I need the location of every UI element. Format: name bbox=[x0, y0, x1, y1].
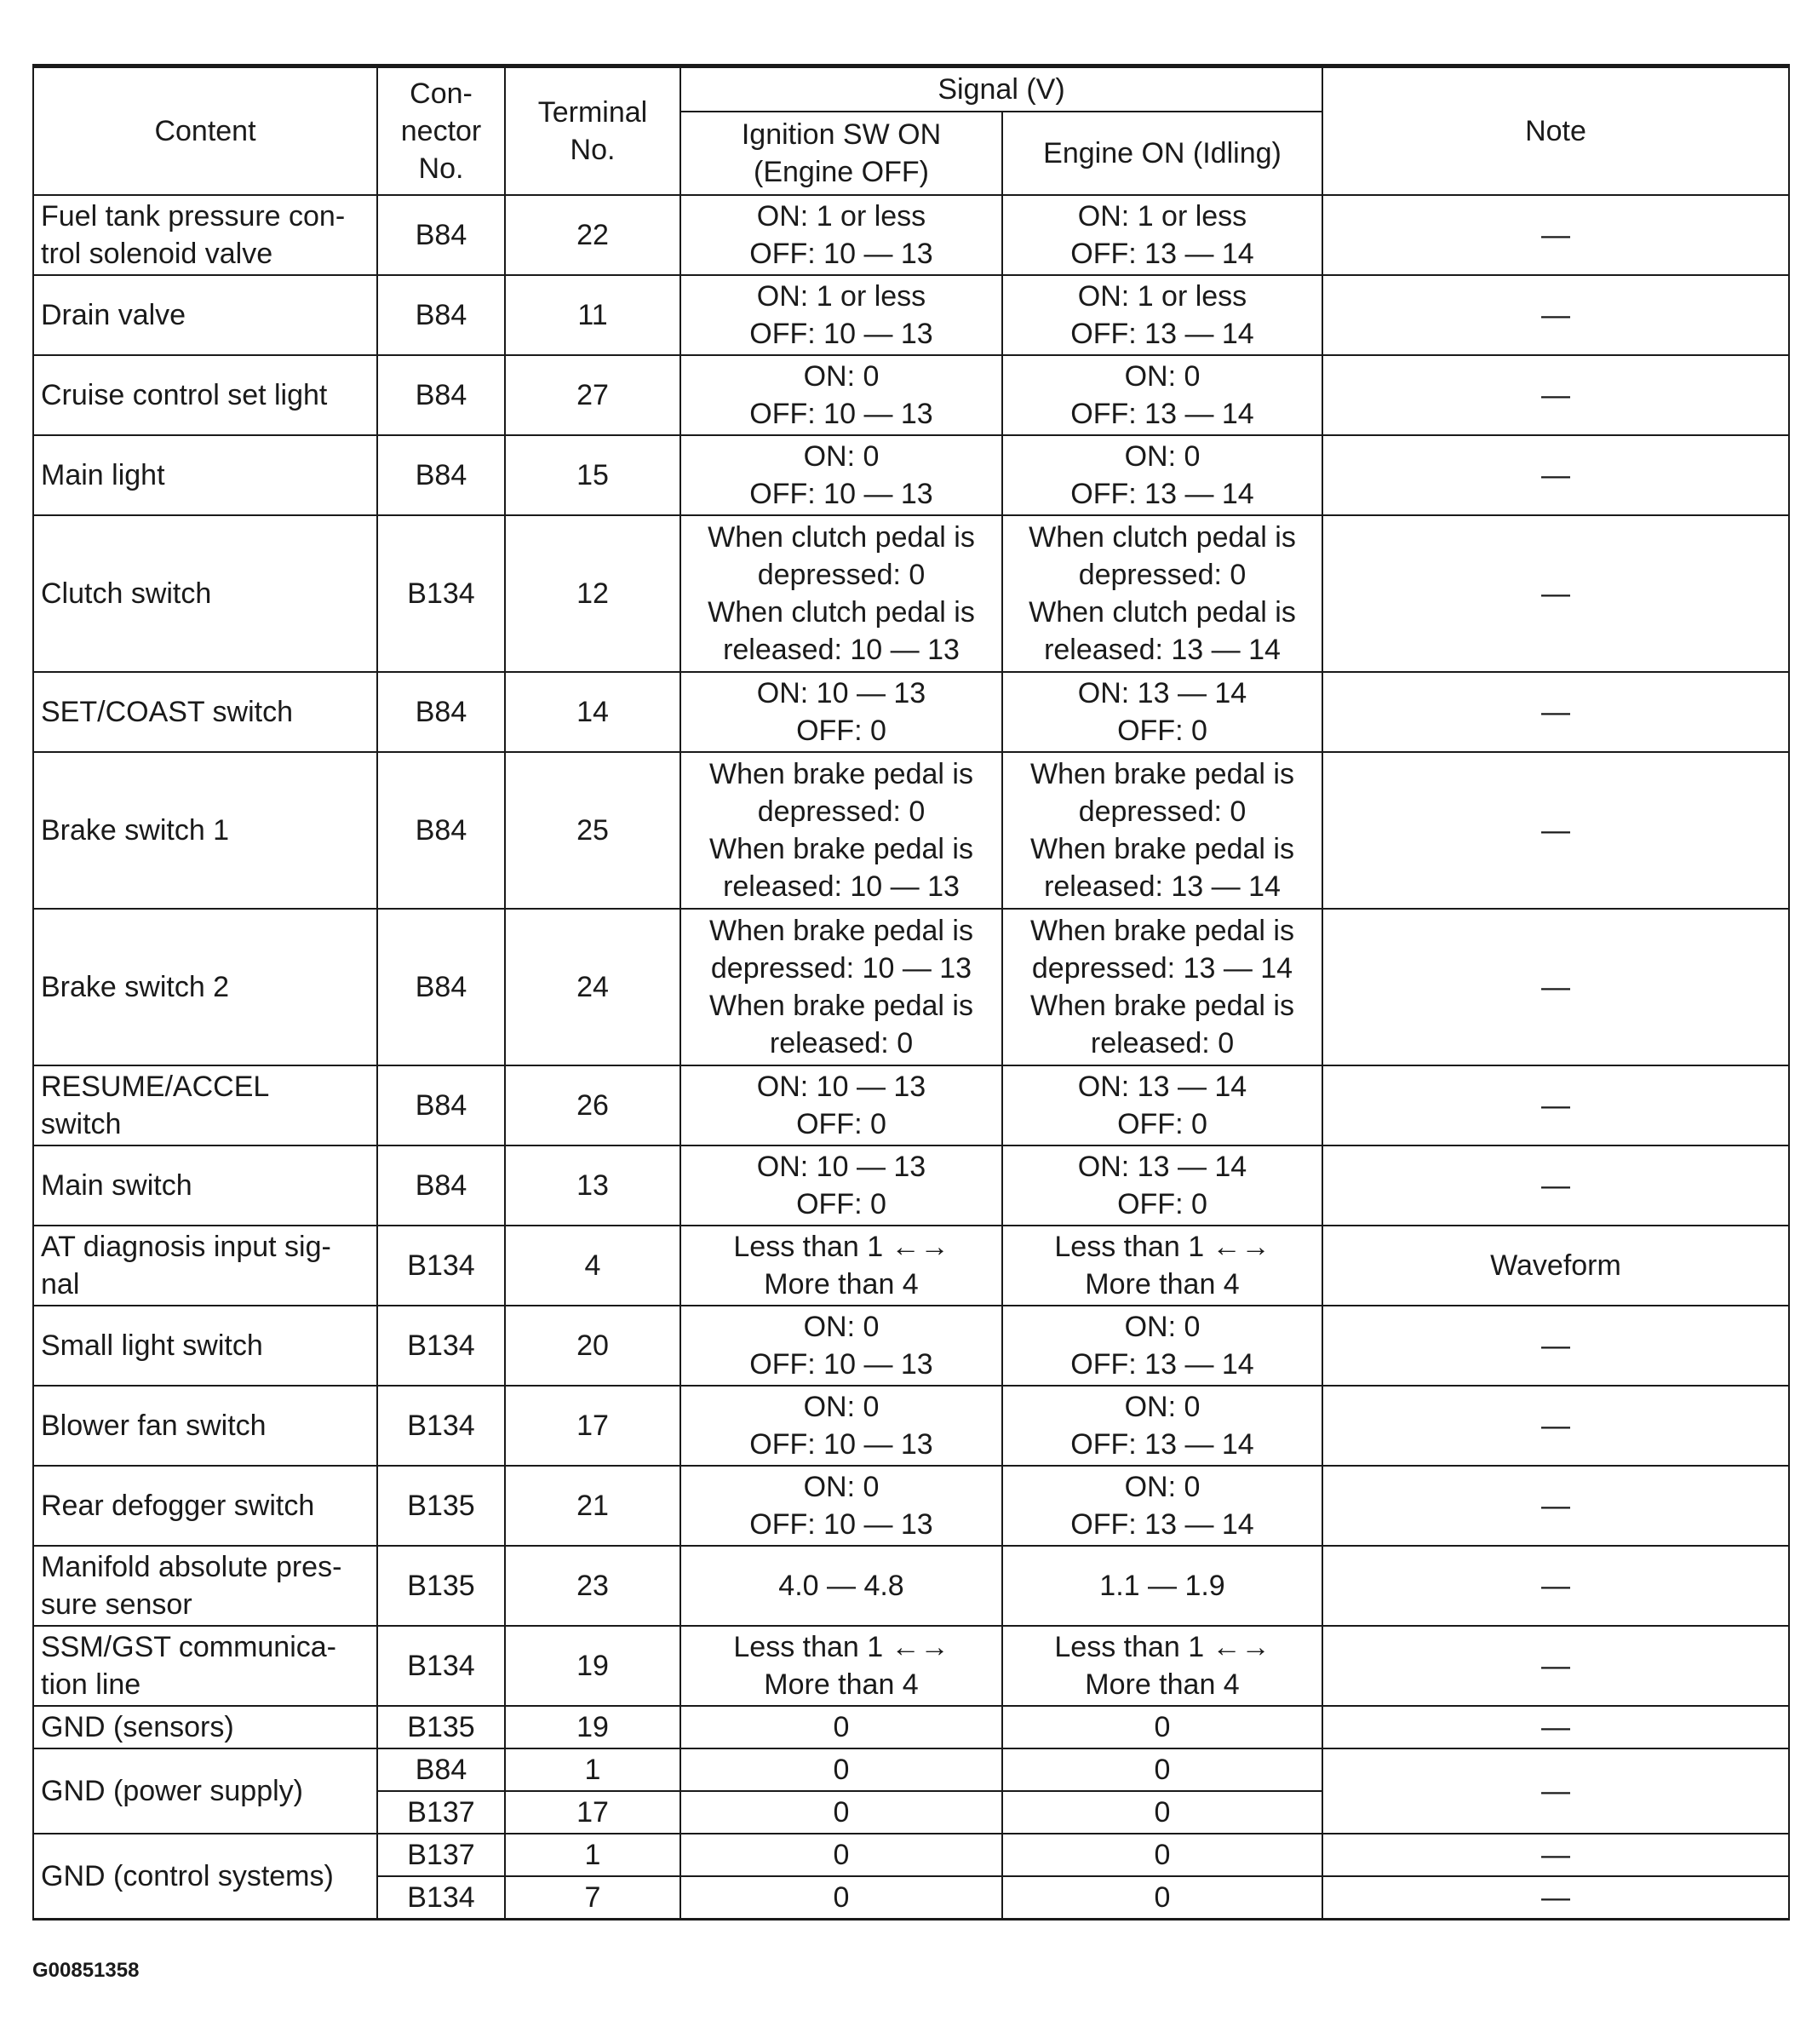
ignition-signal-cell: Less than 1 ←→ More than 4 bbox=[680, 1626, 1002, 1706]
note-cell: Waveform bbox=[1322, 1226, 1789, 1306]
connector-cell: B134 bbox=[377, 1876, 505, 1920]
terminal-cell: 4 bbox=[505, 1226, 680, 1306]
connector-cell: B135 bbox=[377, 1706, 505, 1748]
ignition-signal-cell: ON: 0 OFF: 10 — 13 bbox=[680, 435, 1002, 515]
terminal-cell: 19 bbox=[505, 1626, 680, 1706]
engine-signal-cell: 0 bbox=[1002, 1706, 1322, 1748]
engine-signal-cell: 0 bbox=[1002, 1834, 1322, 1876]
terminal-cell: 17 bbox=[505, 1386, 680, 1466]
ignition-signal-cell: ON: 0 OFF: 10 — 13 bbox=[680, 355, 1002, 435]
engine-signal-cell: ON: 1 or less OFF: 13 — 14 bbox=[1002, 275, 1322, 355]
note-cell: — bbox=[1322, 1546, 1789, 1626]
signal-spec-table bbox=[32, 64, 1790, 1921]
engine-signal-cell: 0 bbox=[1002, 1791, 1322, 1834]
ignition-signal-cell: When brake pedal is depressed: 0 When brake pedal is released: 10 — 13 bbox=[680, 752, 1002, 909]
note-cell: — bbox=[1322, 1145, 1789, 1226]
engine-signal-cell: When brake pedal is depressed: 0 When brake pedal is released: 13 — 14 bbox=[1002, 752, 1322, 909]
ignition-signal-cell: When brake pedal is depressed: 10 — 13 When brake pedal is released: 0 bbox=[680, 909, 1002, 1065]
connector-cell: B135 bbox=[377, 1466, 505, 1546]
terminal-cell: 17 bbox=[505, 1791, 680, 1834]
note-cell: — bbox=[1322, 1065, 1789, 1145]
connector-cell: B134 bbox=[377, 1226, 505, 1306]
ignition-signal-cell: ON: 0 OFF: 10 — 13 bbox=[680, 1386, 1002, 1466]
ignition-signal-cell: ON: 1 or less OFF: 10 — 13 bbox=[680, 195, 1002, 275]
content-cell: Cruise control set light bbox=[33, 355, 377, 435]
connector-cell: B84 bbox=[377, 435, 505, 515]
engine-signal-cell: ON: 13 — 14 OFF: 0 bbox=[1002, 1145, 1322, 1226]
engine-signal-cell: 0 bbox=[1002, 1748, 1322, 1791]
connector-cell: B84 bbox=[377, 909, 505, 1065]
terminal-cell: 7 bbox=[505, 1876, 680, 1920]
ignition-signal-cell: 0 bbox=[680, 1791, 1002, 1834]
content-cell: GND (sensors) bbox=[33, 1706, 377, 1748]
connector-cell: B84 bbox=[377, 195, 505, 275]
note-cell: — bbox=[1322, 909, 1789, 1065]
table-row bbox=[33, 515, 1789, 672]
table-row bbox=[33, 909, 1789, 1065]
ignition-signal-cell: 0 bbox=[680, 1834, 1002, 1876]
note-cell: — bbox=[1322, 1834, 1789, 1876]
engine-signal-cell: ON: 0 OFF: 13 — 14 bbox=[1002, 1466, 1322, 1546]
table-row bbox=[33, 752, 1789, 909]
table-row bbox=[33, 1706, 1789, 1748]
header-engine-on: Engine ON (Idling) bbox=[1002, 112, 1322, 195]
content-cell: SET/COAST switch bbox=[33, 672, 377, 752]
table-row bbox=[33, 1065, 1789, 1145]
table-row bbox=[33, 1226, 1789, 1306]
terminal-cell: 19 bbox=[505, 1706, 680, 1748]
connector-cell: B84 bbox=[377, 672, 505, 752]
note-cell: — bbox=[1322, 1876, 1789, 1920]
header-connector-no: Con- nector No. bbox=[377, 66, 505, 196]
ignition-signal-cell: 0 bbox=[680, 1748, 1002, 1791]
engine-signal-cell: ON: 0 OFF: 13 — 14 bbox=[1002, 355, 1322, 435]
connector-cell: B134 bbox=[377, 1306, 505, 1386]
engine-signal-cell: 0 bbox=[1002, 1876, 1322, 1920]
ignition-signal-cell: Less than 1 ←→ More than 4 bbox=[680, 1226, 1002, 1306]
note-cell: — bbox=[1322, 752, 1789, 909]
content-cell: Brake switch 1 bbox=[33, 752, 377, 909]
terminal-cell: 20 bbox=[505, 1306, 680, 1386]
terminal-cell: 24 bbox=[505, 909, 680, 1065]
connector-cell: B84 bbox=[377, 1065, 505, 1145]
note-cell: — bbox=[1322, 195, 1789, 275]
content-cell: AT diagnosis input sig- nal bbox=[33, 1226, 377, 1306]
ignition-signal-cell: ON: 10 — 13 OFF: 0 bbox=[680, 1145, 1002, 1226]
note-cell: — bbox=[1322, 355, 1789, 435]
terminal-cell: 26 bbox=[505, 1065, 680, 1145]
table-body bbox=[33, 195, 1789, 1920]
content-cell: SSM/GST communica- tion line bbox=[33, 1626, 377, 1706]
ignition-signal-cell: 0 bbox=[680, 1876, 1002, 1920]
terminal-cell: 1 bbox=[505, 1748, 680, 1791]
connector-cell: B84 bbox=[377, 355, 505, 435]
connector-cell: B84 bbox=[377, 752, 505, 909]
ignition-signal-cell: 0 bbox=[680, 1706, 1002, 1748]
terminal-cell: 1 bbox=[505, 1834, 680, 1876]
engine-signal-cell: When clutch pedal is depressed: 0 When clutch pedal is released: 13 — 14 bbox=[1002, 515, 1322, 672]
content-cell: Fuel tank pressure con- trol solenoid valve bbox=[33, 195, 377, 275]
content-cell: Blower fan switch bbox=[33, 1386, 377, 1466]
header-ignition-sw-on: Ignition SW ON (Engine OFF) bbox=[680, 112, 1002, 195]
header-signal: Signal (V) bbox=[680, 66, 1322, 112]
note-cell: — bbox=[1322, 1748, 1789, 1834]
note-cell: — bbox=[1322, 1706, 1789, 1748]
engine-signal-cell: Less than 1 ←→ More than 4 bbox=[1002, 1226, 1322, 1306]
content-cell: GND (control systems) bbox=[33, 1834, 377, 1920]
engine-signal-cell: ON: 13 — 14 OFF: 0 bbox=[1002, 672, 1322, 752]
engine-signal-cell: 1.1 — 1.9 bbox=[1002, 1546, 1322, 1626]
ignition-signal-cell: ON: 10 — 13 OFF: 0 bbox=[680, 672, 1002, 752]
note-cell: — bbox=[1322, 515, 1789, 672]
header-terminal-no: Terminal No. bbox=[505, 66, 680, 196]
table-row bbox=[33, 672, 1789, 752]
terminal-cell: 21 bbox=[505, 1466, 680, 1546]
ignition-signal-cell: When clutch pedal is depressed: 0 When clutch pedal is released: 10 — 13 bbox=[680, 515, 1002, 672]
content-cell: Brake switch 2 bbox=[33, 909, 377, 1065]
table-row bbox=[33, 355, 1789, 435]
terminal-cell: 22 bbox=[505, 195, 680, 275]
table-row bbox=[33, 1466, 1789, 1546]
engine-signal-cell: ON: 1 or less OFF: 13 — 14 bbox=[1002, 195, 1322, 275]
connector-cell: B84 bbox=[377, 275, 505, 355]
note-cell: — bbox=[1322, 1626, 1789, 1706]
ignition-signal-cell: 4.0 — 4.8 bbox=[680, 1546, 1002, 1626]
note-cell: — bbox=[1322, 1466, 1789, 1546]
engine-signal-cell: ON: 0 OFF: 13 — 14 bbox=[1002, 435, 1322, 515]
terminal-cell: 11 bbox=[505, 275, 680, 355]
content-cell: Small light switch bbox=[33, 1306, 377, 1386]
ignition-signal-cell: ON: 1 or less OFF: 10 — 13 bbox=[680, 275, 1002, 355]
terminal-cell: 15 bbox=[505, 435, 680, 515]
table-row bbox=[33, 1145, 1789, 1226]
connector-cell: B84 bbox=[377, 1145, 505, 1226]
content-cell: Drain valve bbox=[33, 275, 377, 355]
engine-signal-cell: ON: 13 — 14 OFF: 0 bbox=[1002, 1065, 1322, 1145]
content-cell: GND (power supply) bbox=[33, 1748, 377, 1834]
connector-cell: B84 bbox=[377, 1748, 505, 1791]
header-content: Content bbox=[33, 66, 377, 196]
table-row bbox=[33, 1626, 1789, 1706]
engine-signal-cell: ON: 0 OFF: 13 — 14 bbox=[1002, 1306, 1322, 1386]
note-cell: — bbox=[1322, 1306, 1789, 1386]
content-cell: Main light bbox=[33, 435, 377, 515]
note-cell: — bbox=[1322, 1386, 1789, 1466]
note-cell: — bbox=[1322, 275, 1789, 355]
table-row bbox=[33, 1386, 1789, 1466]
connector-cell: B135 bbox=[377, 1546, 505, 1626]
content-cell: RESUME/ACCEL switch bbox=[33, 1065, 377, 1145]
note-cell: — bbox=[1322, 435, 1789, 515]
terminal-cell: 13 bbox=[505, 1145, 680, 1226]
note-cell: — bbox=[1322, 672, 1789, 752]
figure-code: G00851358 bbox=[32, 1959, 140, 1982]
terminal-cell: 27 bbox=[505, 355, 680, 435]
content-cell: Clutch switch bbox=[33, 515, 377, 672]
table-row bbox=[33, 1748, 1789, 1791]
terminal-cell: 25 bbox=[505, 752, 680, 909]
ignition-signal-cell: ON: 0 OFF: 10 — 13 bbox=[680, 1466, 1002, 1546]
connector-cell: B134 bbox=[377, 515, 505, 672]
table-row bbox=[33, 195, 1789, 275]
terminal-cell: 14 bbox=[505, 672, 680, 752]
content-cell: Rear defogger switch bbox=[33, 1466, 377, 1546]
table-row bbox=[33, 1834, 1789, 1876]
ignition-signal-cell: ON: 0 OFF: 10 — 13 bbox=[680, 1306, 1002, 1386]
content-cell: Manifold absolute pres- sure sensor bbox=[33, 1546, 377, 1626]
ignition-signal-cell: ON: 10 — 13 OFF: 0 bbox=[680, 1065, 1002, 1145]
engine-signal-cell: When brake pedal is depressed: 13 — 14 When brake pedal is released: 0 bbox=[1002, 909, 1322, 1065]
table-row bbox=[33, 1306, 1789, 1386]
table-row bbox=[33, 435, 1789, 515]
table-row bbox=[33, 275, 1789, 355]
connector-cell: B137 bbox=[377, 1791, 505, 1834]
engine-signal-cell: Less than 1 ←→ More than 4 bbox=[1002, 1626, 1322, 1706]
connector-cell: B137 bbox=[377, 1834, 505, 1876]
engine-signal-cell: ON: 0 OFF: 13 — 14 bbox=[1002, 1386, 1322, 1466]
connector-cell: B134 bbox=[377, 1626, 505, 1706]
content-cell: Main switch bbox=[33, 1145, 377, 1226]
table-row bbox=[33, 1546, 1789, 1626]
header-note: Note bbox=[1322, 66, 1789, 196]
terminal-cell: 23 bbox=[505, 1546, 680, 1626]
connector-cell: B134 bbox=[377, 1386, 505, 1466]
terminal-cell: 12 bbox=[505, 515, 680, 672]
